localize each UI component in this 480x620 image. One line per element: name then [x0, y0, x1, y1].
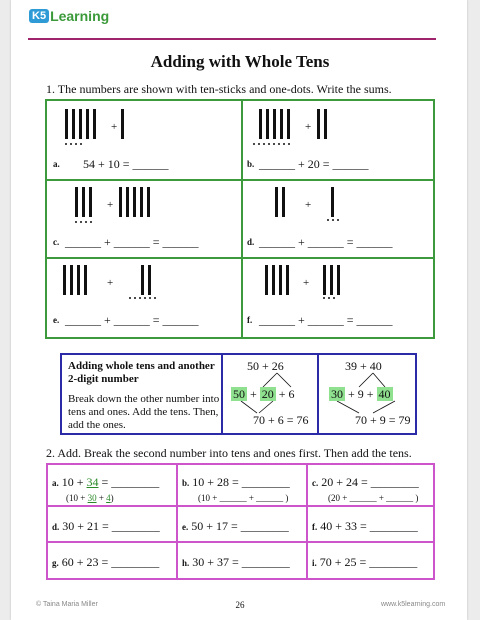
- ten-sticks: [265, 265, 289, 295]
- tens-highlight: 30: [331, 387, 343, 401]
- table-divider: [48, 541, 433, 543]
- grid-divider-vertical: [241, 101, 243, 337]
- ten-sticks: [141, 265, 151, 295]
- plus-sign: +: [305, 199, 312, 211]
- one-dots: [327, 219, 339, 221]
- one-dots: [253, 143, 290, 145]
- page-title: Adding with Whole Tens: [150, 52, 330, 71]
- example-2-problem: 39 + 40: [345, 359, 382, 373]
- problem-f: f. 40 + 33 = ________: [312, 519, 418, 533]
- problem-a: a. 10 + 34 = ________: [52, 475, 160, 489]
- one-dots: [323, 297, 335, 299]
- cell-label: a.: [53, 159, 60, 169]
- ten-sticks: [323, 265, 340, 295]
- ten-sticks: [119, 187, 150, 217]
- sticks-grid: [45, 99, 435, 339]
- page-number: 26: [235, 600, 245, 610]
- one-dots: [129, 297, 156, 299]
- problem-h: h. 30 + 37 = ________: [182, 555, 290, 569]
- ten-sticks: [65, 109, 96, 139]
- ten-sticks: [331, 187, 334, 217]
- ten-sticks: [75, 187, 92, 217]
- plus-sign: +: [305, 121, 312, 133]
- problem-b: b. 10 + 28 = ________: [182, 475, 290, 489]
- explanation-column: [62, 355, 223, 433]
- example-1-result: 70 + 6 = 76: [253, 413, 309, 427]
- logo-text: Learning: [50, 8, 110, 24]
- example-1: [223, 355, 319, 433]
- ten-sticks: [275, 187, 285, 217]
- cell-label: d.: [247, 237, 255, 247]
- breakdown-b: (10 + ______ + ______ ): [198, 493, 289, 503]
- example-2-result: 70 + 9 = 79: [355, 413, 411, 427]
- q2-prompt: 2. Add. Break the second number into tens and ones first. Then add the tens.: [46, 446, 412, 460]
- cell-label: f.: [247, 315, 253, 325]
- cell-label: e.: [53, 315, 60, 325]
- example-1-problem: 50 + 26: [247, 359, 284, 373]
- explanation-body: Break down the other number into tens and ones. Add the tens. Then, add the ones.: [68, 393, 220, 431]
- problem-e: e. 50 + 17 = ________: [182, 519, 289, 533]
- logo-k5: K5: [29, 9, 49, 23]
- tens-highlight: 40: [378, 387, 391, 401]
- equation: ______ + ______ = ______: [65, 313, 199, 327]
- problem-i: i. 70 + 25 = ________: [312, 555, 418, 569]
- plus-sign: +: [107, 199, 114, 211]
- k5-learning-logo: [29, 7, 109, 25]
- breakdown-c: (20 + ______ + ______ ): [328, 493, 419, 503]
- tens-highlight: 50: [233, 387, 245, 401]
- grid-divider-horizontal: [47, 179, 433, 181]
- equation: ______ + ______ = ______: [259, 235, 393, 249]
- plus-sign: +: [111, 121, 118, 133]
- q1-prompt: 1. The numbers are shown with ten-sticks and one-dots. Write the sums.: [46, 82, 392, 96]
- cell-label: b.: [247, 159, 255, 169]
- explanation-heading: Adding whole tens and another 2-digit number: [68, 360, 215, 385]
- website: www.k5learning.com: [381, 601, 446, 608]
- ten-sticks: [121, 109, 124, 139]
- example-2-breakdown: 30 + 9 + 40: [331, 387, 391, 401]
- table-divider: [306, 465, 308, 578]
- problem-c: c. 20 + 24 = ________: [312, 475, 419, 489]
- example-box: [60, 353, 417, 435]
- breakdown-a: (10 + 30 + 4): [66, 493, 114, 503]
- table-divider: [48, 505, 433, 507]
- one-dots: [65, 143, 82, 145]
- cell-label: c.: [53, 237, 60, 247]
- plus-sign: +: [303, 277, 310, 289]
- plus-sign: +: [107, 277, 114, 289]
- ten-sticks: [317, 109, 327, 139]
- header-rule: [28, 38, 436, 40]
- problem-g: g. 60 + 23 = ________: [52, 555, 160, 569]
- table-divider: [176, 465, 178, 578]
- equation: ______ + 20 = ______: [259, 157, 369, 171]
- addition-table: [46, 463, 435, 580]
- equation: ______ + ______ = ______: [259, 313, 393, 327]
- copyright: © Taina Maria Miller: [36, 601, 98, 608]
- ten-sticks: [63, 265, 87, 295]
- ten-sticks: [259, 109, 290, 139]
- grid-divider-horizontal: [47, 257, 433, 259]
- problem-d: d. 30 + 21 = ________: [52, 519, 160, 533]
- example-1-breakdown: 50 + 20 + 6: [233, 387, 295, 401]
- one-dots: [75, 221, 92, 223]
- tens-highlight: 20: [261, 387, 274, 401]
- equation: ______ + ______ = ______: [65, 235, 199, 249]
- equation: 54 + 10 = ______: [83, 157, 169, 171]
